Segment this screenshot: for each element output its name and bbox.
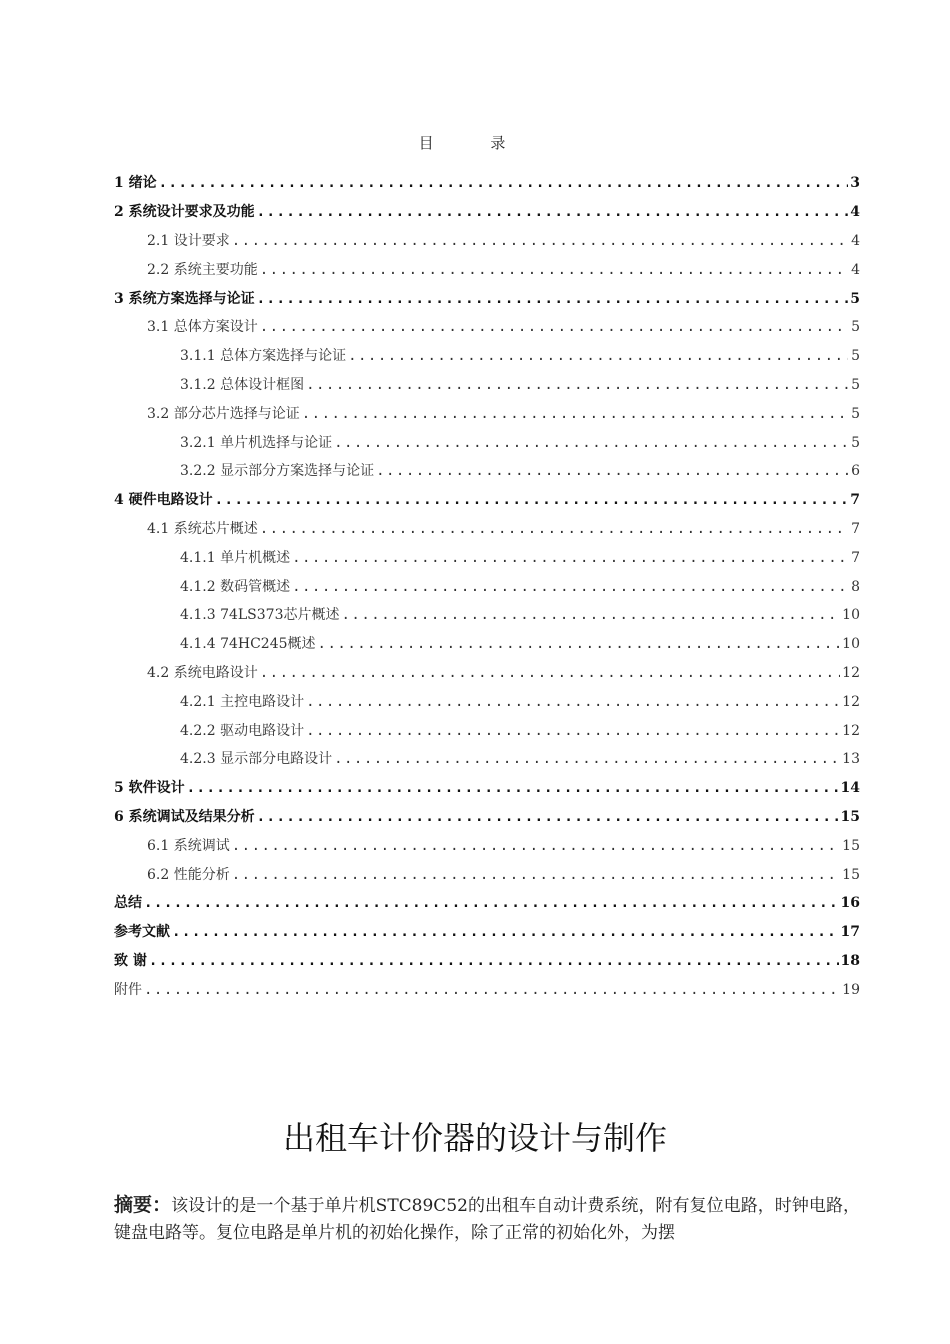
toc-entry-text: 2.1 设计要求 — [147, 232, 230, 249]
toc-entry-page: 7 — [850, 492, 860, 509]
toc-entry-text: 6 系统调试及结果分析 — [114, 808, 255, 825]
toc-leader-dots — [292, 580, 848, 594]
toc-entry[interactable] — [114, 515, 860, 544]
toc-entry-text: 附件 — [114, 981, 142, 998]
toc-leader-dots — [232, 868, 840, 882]
toc-entry[interactable] — [114, 831, 860, 860]
toc-entry[interactable] — [114, 543, 860, 572]
toc-entry[interactable] — [114, 745, 860, 774]
toc-entry[interactable] — [114, 284, 860, 313]
toc-entry-text: 4.2.2 驱动电路设计 — [180, 722, 305, 739]
toc-entry-text: 总结 — [114, 895, 142, 912]
toc-entry-page: 4 — [851, 232, 860, 249]
toc-entry-text: 4.1.1 单片机概述 — [180, 549, 291, 566]
abstract-text: 该设计的是一个基于单片机STC89C52的出租车自动计费系统，附有复位电路，时钟电路，键盘电路等。复位电路是单片机的初始化操作，除了正常的初始化外，为摆 — [114, 1196, 860, 1243]
toc-entry-page: 12 — [842, 693, 860, 710]
toc-leader-dots — [342, 608, 841, 622]
toc-entry[interactable] — [114, 255, 860, 284]
toc-entry-text: 4.1.4 74HC245概述 — [180, 636, 316, 653]
toc-entry[interactable] — [114, 716, 860, 745]
toc-leader-dots — [306, 695, 840, 709]
toc-entry-text: 6.2 性能分析 — [147, 866, 230, 883]
toc-leader-dots — [172, 925, 839, 939]
abstract-paragraph — [114, 1192, 860, 1247]
toc-leader-dots — [376, 464, 848, 478]
toc-entry-page: 5 — [851, 405, 860, 422]
toc-entry-text: 3.2.2 显示部分方案选择与论证 — [180, 463, 375, 480]
toc-entry-text: 5 软件设计 — [114, 780, 185, 797]
toc-entry-page: 15 — [842, 866, 860, 883]
toc-entry[interactable] — [114, 659, 860, 688]
toc-entry[interactable] — [114, 630, 860, 659]
toc-leader-dots — [232, 839, 840, 853]
toc-entry[interactable] — [114, 687, 860, 716]
toc-entry-page: 5 — [851, 319, 860, 336]
toc-entry-page: 5 — [850, 290, 860, 307]
toc-title: 目 录 — [418, 134, 532, 152]
toc-entry-page: 10 — [842, 607, 860, 624]
toc-entry[interactable] — [114, 371, 860, 400]
toc-entry-page: 4 — [850, 204, 860, 221]
toc-entry-page: 8 — [851, 578, 860, 595]
toc-entry-page: 14 — [840, 780, 860, 797]
table-of-contents — [114, 169, 860, 1004]
toc-entry[interactable] — [114, 803, 860, 832]
toc-entry-text: 6.1 系统调试 — [147, 837, 230, 854]
toc-entry-page: 15 — [840, 808, 860, 825]
toc-entry-page: 17 — [840, 924, 860, 941]
toc-entry[interactable] — [114, 342, 860, 371]
toc-leader-dots — [302, 407, 848, 421]
toc-leader-dots — [292, 551, 848, 565]
toc-leader-dots — [260, 522, 848, 536]
toc-leader-dots — [159, 176, 848, 190]
toc-leader-dots — [187, 781, 839, 795]
toc-entry-text: 4 硬件电路设计 — [114, 492, 213, 509]
toc-entry-text: 2 系统设计要求及功能 — [114, 204, 255, 221]
toc-entry-page: 6 — [851, 463, 860, 480]
toc-entry-text: 4.1.2 数码管概述 — [180, 578, 291, 595]
toc-leader-dots — [215, 493, 848, 507]
toc-entry-page: 19 — [842, 981, 860, 998]
toc-entry[interactable] — [114, 975, 860, 1004]
toc-leader-dots — [260, 263, 848, 277]
toc-entry[interactable] — [114, 860, 860, 889]
toc-leader-dots — [306, 378, 848, 392]
toc-entry[interactable] — [114, 169, 860, 198]
toc-entry-text: 3.1 总体方案设计 — [147, 319, 258, 336]
toc-entry-page: 7 — [851, 520, 860, 537]
toc-entry-page: 13 — [842, 751, 860, 768]
toc-leader-dots — [318, 637, 841, 651]
toc-entry-page: 12 — [842, 664, 860, 681]
toc-entry-page: 7 — [851, 549, 860, 566]
toc-entry-page: 4 — [851, 261, 860, 278]
toc-entry-text: 3.1.1 总体方案选择与论证 — [180, 348, 347, 365]
toc-leader-dots — [257, 810, 839, 824]
toc-entry[interactable] — [114, 457, 860, 486]
toc-entry-text: 4.1.3 74LS373芯片概述 — [180, 607, 340, 624]
toc-entry[interactable] — [114, 198, 860, 227]
toc-entry-text: 致 谢 — [114, 952, 147, 969]
toc-leader-dots — [348, 349, 848, 363]
toc-entry[interactable] — [114, 399, 860, 428]
toc-leader-dots — [334, 752, 840, 766]
document-title: 出租车计价器的设计与制作 — [282, 1119, 667, 1157]
toc-entry-text: 4.1 系统芯片概述 — [147, 520, 258, 537]
toc-leader-dots — [306, 724, 840, 738]
toc-leader-dots — [257, 292, 848, 306]
toc-entry-text: 4.2 系统电路设计 — [147, 664, 258, 681]
toc-entry-text: 4.2.1 主控电路设计 — [180, 693, 305, 710]
toc-entry[interactable] — [114, 889, 860, 918]
toc-entry-text: 1 绪论 — [114, 175, 157, 192]
toc-entry-page: 5 — [851, 434, 860, 451]
toc-entry[interactable] — [114, 918, 860, 947]
toc-entry-page: 15 — [842, 837, 860, 854]
toc-entry[interactable] — [114, 947, 860, 976]
toc-entry[interactable] — [114, 572, 860, 601]
toc-entry-page: 10 — [842, 636, 860, 653]
toc-leader-dots — [149, 954, 839, 968]
toc-entry[interactable] — [114, 227, 860, 256]
abstract-label: 摘要： — [114, 1194, 172, 1216]
toc-entry-page: 16 — [840, 895, 860, 912]
toc-leader-dots — [334, 436, 848, 450]
toc-entry[interactable] — [114, 313, 860, 342]
toc-entry-page: 5 — [851, 348, 860, 365]
toc-entry-text: 3 系统方案选择与论证 — [114, 290, 255, 307]
toc-entry[interactable] — [114, 774, 860, 803]
toc-leader-dots — [260, 320, 848, 334]
toc-entry-text: 3.2 部分芯片选择与论证 — [147, 405, 300, 422]
toc-entry-text: 3.2.1 单片机选择与论证 — [180, 434, 333, 451]
toc-leader-dots — [260, 666, 840, 680]
toc-entry-text: 3.1.2 总体设计框图 — [180, 376, 305, 393]
toc-entry-page: 18 — [840, 952, 860, 969]
toc-entry[interactable] — [114, 486, 860, 515]
toc-entry-text: 2.2 系统主要功能 — [147, 261, 258, 278]
toc-entry-page: 12 — [842, 722, 860, 739]
toc-entry-page: 3 — [850, 175, 860, 192]
toc-entry[interactable] — [114, 428, 860, 457]
toc-leader-dots — [144, 896, 839, 910]
toc-entry-text: 参考文献 — [114, 924, 170, 941]
toc-leader-dots — [232, 234, 848, 248]
toc-entry-text: 4.2.3 显示部分电路设计 — [180, 751, 333, 768]
toc-entry[interactable] — [114, 601, 860, 630]
toc-leader-dots — [257, 205, 848, 219]
toc-leader-dots — [144, 983, 840, 997]
toc-entry-page: 5 — [851, 376, 860, 393]
